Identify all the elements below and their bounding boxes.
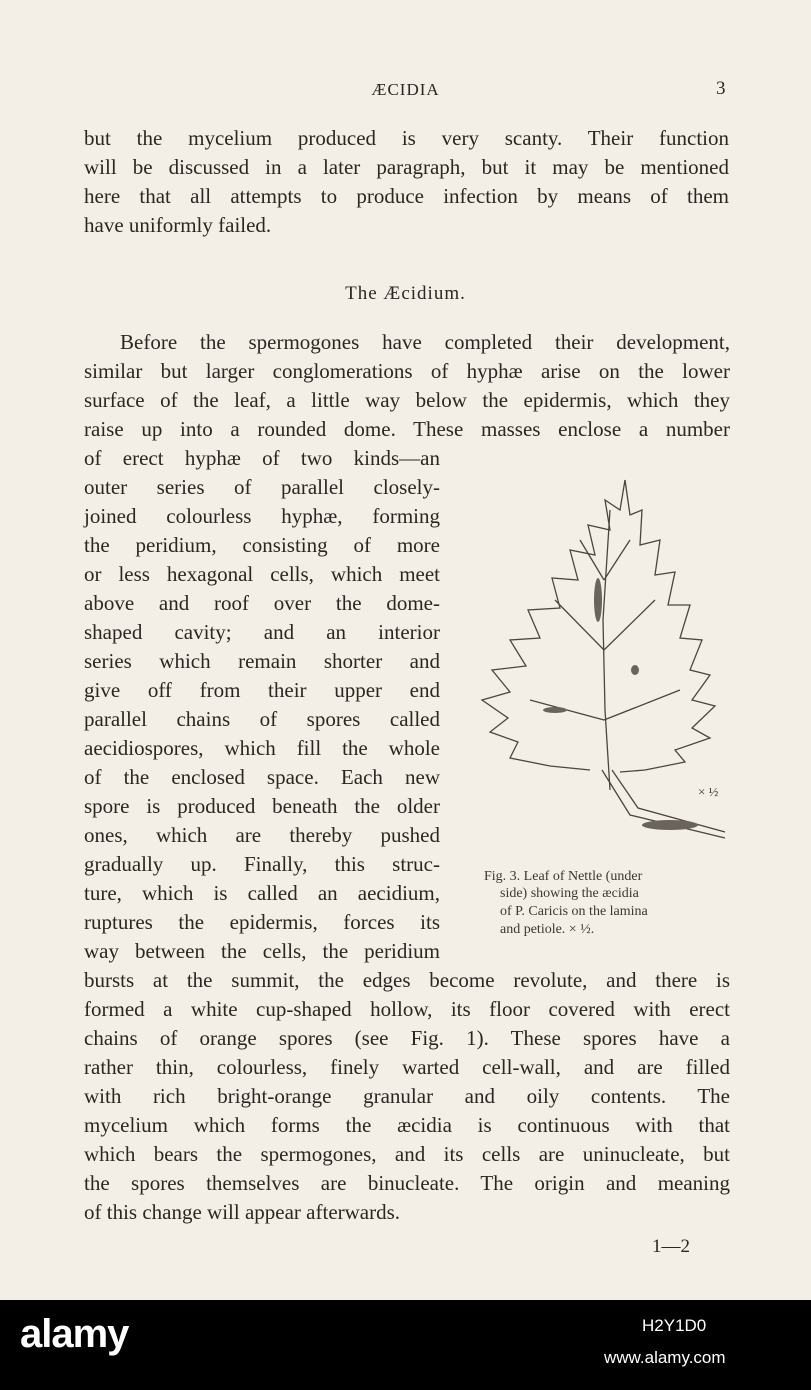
figure-caption-line: of P. Caricis on the lamina [500, 904, 648, 919]
paragraph-line: the peridium, consisting of more [84, 533, 440, 557]
watermark-footer [0, 1300, 811, 1390]
figure-caption-line: and petiole. × ½. [500, 922, 595, 937]
paragraph-line: formed a white cup-shaped hollow, its floor covered with erect [84, 997, 730, 1021]
intro-line: here that all attempts to produce infection by means of them [84, 184, 729, 208]
paragraph-line: surface of the leaf, a little way below the epidermis, which they [84, 388, 730, 412]
intro-line: will be discussed in a later paragraph, but it may be mentioned [84, 155, 729, 179]
paragraph-line: raise up into a rounded dome. These masses enclose a number [84, 417, 730, 441]
paragraph-line: gradually up. Finally, this struc- [84, 852, 440, 876]
paragraph-line: or less hexagonal cells, which meet [84, 562, 440, 586]
paragraph-line: which bears the spermogones, and its cells are uninucleate, but [84, 1142, 730, 1166]
page-number: 3 [716, 78, 726, 99]
paragraph-line: bursts at the summit, the edges become revolute, and there is [84, 968, 730, 992]
image-id: H2Y1D0 [642, 1316, 707, 1335]
paragraph-line: outer series of parallel closely- [84, 475, 440, 499]
intro-line: have uniformly failed. [84, 213, 272, 237]
figure-caption-line: side) showing the æcidia [500, 886, 639, 901]
paragraph-line: of erect hyphæ of two kinds—an [84, 446, 440, 470]
paragraph-line: Before the spermogones have completed their development, [120, 330, 730, 354]
intro-line: but the mycelium produced is very scanty. Their function [84, 126, 729, 150]
paragraph-line: give off from their upper end [84, 678, 440, 702]
scale-mark: × ½ [698, 784, 719, 799]
running-title: ÆCIDIA [371, 80, 440, 99]
signature-mark: 1—2 [652, 1236, 690, 1257]
paragraph-line: shaped cavity; and an interior [84, 620, 440, 644]
paragraph-line: similar but larger conglomerations of hyphæ arise on the lower [84, 359, 730, 383]
paragraph-line: joined colourless hyphæ, forming [84, 504, 440, 528]
paragraph-line: ruptures the epidermis, forces its [84, 910, 440, 934]
alamy-logo: alamy [20, 1312, 129, 1356]
paragraph-line: way between the cells, the peridium [84, 939, 440, 963]
paragraph-line: of this change will appear afterwards. [84, 1200, 401, 1224]
paragraph-line: parallel chains of spores called [84, 707, 440, 731]
paragraph-line: rather thin, colourless, finely warted cell-wall, and are filled [84, 1055, 730, 1079]
paragraph-line: ture, which is called an aecidium, [84, 881, 440, 905]
paragraph-line: above and roof over the dome- [84, 591, 440, 615]
paragraph-line: ones, which are thereby pushed [84, 823, 440, 847]
site-url: www.alamy.com [604, 1348, 726, 1367]
figure-caption-line: Fig. 3. Leaf of Nettle (under [484, 869, 643, 884]
paragraph-line: aecidiospores, which fill the whole [84, 736, 440, 760]
paragraph-line: mycelium which forms the æcidia is continuous with that [84, 1113, 730, 1137]
paragraph-line: with rich bright-orange granular and oily contents. The [84, 1084, 730, 1108]
nettle-leaf-figure [470, 470, 750, 870]
paragraph-line: spore is produced beneath the older [84, 794, 440, 818]
section-heading: The Æcidium. [345, 283, 466, 304]
paragraph-line: series which remain shorter and [84, 649, 440, 673]
paragraph-line: chains of orange spores (see Fig. 1). These spores have a [84, 1026, 730, 1050]
nettle-leaf-drawing [470, 470, 750, 870]
paragraph-line: the spores themselves are binucleate. The origin and meaning [84, 1171, 730, 1195]
paragraph-line: of the enclosed space. Each new [84, 765, 440, 789]
